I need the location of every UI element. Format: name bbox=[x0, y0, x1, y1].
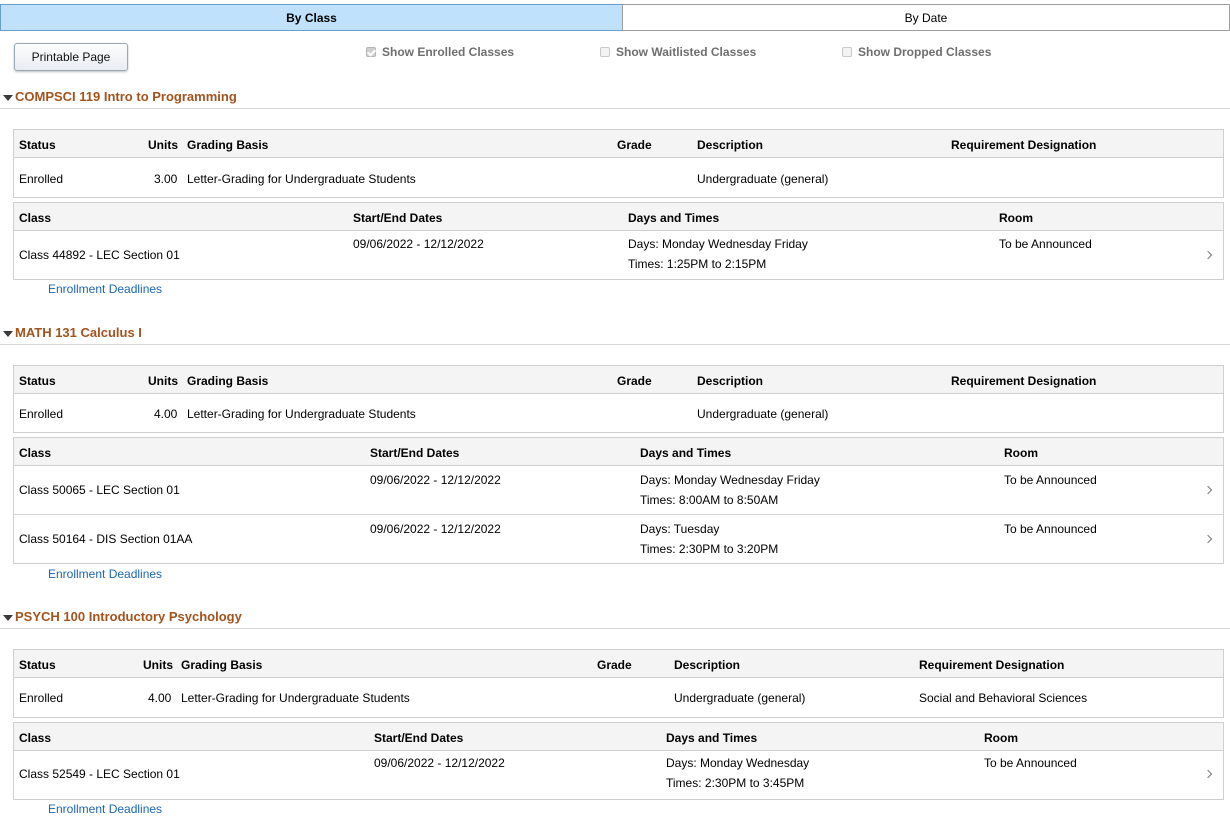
view-tabs bbox=[0, 4, 1230, 32]
times-value: Times: 1:25PM to 2:15PM bbox=[628, 257, 767, 271]
col-class: Class bbox=[19, 211, 52, 225]
chevron-right-icon[interactable] bbox=[1204, 486, 1212, 494]
course-header[interactable] bbox=[0, 89, 1230, 109]
col-grading-basis: Grading Basis bbox=[181, 658, 263, 672]
room-value: To be Announced bbox=[1004, 522, 1097, 536]
col-class: Class bbox=[19, 731, 52, 745]
enrollment-grid-header bbox=[14, 366, 1223, 394]
show-dropped-label: Show Dropped Classes bbox=[858, 45, 992, 59]
dates-value: 09/06/2022 - 12/12/2022 bbox=[353, 237, 484, 251]
tab-by-date[interactable]: By Date bbox=[622, 4, 1230, 31]
col-description: Description bbox=[697, 138, 764, 152]
days-value: Days: Monday Wednesday Friday bbox=[628, 237, 808, 251]
requirement-value: Social and Behavioral Sciences bbox=[919, 691, 1088, 705]
grading-basis-value: Letter-Grading for Undergraduate Students bbox=[187, 172, 416, 186]
status-value: Enrolled bbox=[19, 691, 64, 705]
enrollment-grid bbox=[13, 649, 1224, 718]
col-room: Room bbox=[999, 211, 1033, 225]
col-days-times: Days and Times bbox=[640, 446, 732, 460]
class-value: Class 50164 - DIS Section 01AA bbox=[19, 532, 193, 546]
section-row[interactable] bbox=[14, 466, 1223, 515]
show-enrolled-label: Show Enrolled Classes bbox=[382, 45, 515, 59]
course-header[interactable] bbox=[0, 609, 1230, 629]
schedule-grid bbox=[13, 202, 1224, 280]
grading-basis-value: Letter-Grading for Undergraduate Students bbox=[181, 691, 410, 705]
col-requirement: Requirement Designation bbox=[919, 658, 1065, 672]
col-units: Units bbox=[143, 658, 173, 672]
collapse-triangle-icon[interactable] bbox=[3, 615, 13, 621]
show-dropped-checkbox[interactable] bbox=[842, 47, 852, 57]
section-row[interactable] bbox=[14, 515, 1223, 563]
course-title: COMPSCI 119 Intro to Programming bbox=[15, 89, 237, 104]
enrollment-grid bbox=[13, 129, 1224, 198]
show-waitlisted-filter[interactable] bbox=[600, 45, 756, 59]
col-dates: Start/End Dates bbox=[370, 446, 460, 460]
col-requirement: Requirement Designation bbox=[951, 138, 1097, 152]
show-waitlisted-label: Show Waitlisted Classes bbox=[616, 45, 757, 59]
section-row[interactable] bbox=[14, 231, 1223, 279]
class-value: Class 52549 - LEC Section 01 bbox=[19, 767, 180, 781]
units-value: 4.00 bbox=[148, 691, 172, 705]
col-grade: Grade bbox=[617, 138, 652, 152]
section-row[interactable] bbox=[14, 751, 1223, 799]
schedule-grid-header bbox=[14, 203, 1223, 231]
course-title: PSYCH 100 Introductory Psychology bbox=[15, 609, 242, 624]
col-grade: Grade bbox=[597, 658, 632, 672]
show-enrolled-checkbox[interactable] bbox=[366, 47, 376, 57]
dates-value: 09/06/2022 - 12/12/2022 bbox=[374, 756, 505, 770]
collapse-triangle-icon[interactable] bbox=[3, 331, 13, 337]
table-row bbox=[14, 394, 1223, 432]
divider bbox=[0, 344, 1230, 345]
schedule-grid bbox=[13, 437, 1224, 564]
room-value: To be Announced bbox=[999, 237, 1092, 251]
show-dropped-filter[interactable] bbox=[842, 45, 991, 59]
printable-page-button[interactable]: Printable Page bbox=[14, 43, 128, 71]
col-requirement: Requirement Designation bbox=[951, 374, 1097, 388]
days-value: Days: Monday Wednesday Friday bbox=[640, 473, 820, 487]
col-grading-basis: Grading Basis bbox=[187, 374, 269, 388]
chevron-right-icon[interactable] bbox=[1204, 770, 1212, 778]
description-value: Undergraduate (general) bbox=[697, 407, 829, 421]
days-value: Days: Tuesday bbox=[640, 522, 720, 536]
days-value: Days: Monday Wednesday bbox=[666, 756, 810, 770]
collapse-triangle-icon[interactable] bbox=[3, 95, 13, 101]
enrollment-deadlines-link[interactable]: Enrollment Deadlines bbox=[48, 567, 163, 581]
chevron-right-icon[interactable] bbox=[1204, 251, 1212, 259]
enrollment-grid-header bbox=[14, 130, 1223, 158]
chevron-right-icon[interactable] bbox=[1204, 535, 1212, 543]
enrollment-grid-header bbox=[14, 650, 1223, 678]
room-value: To be Announced bbox=[984, 756, 1077, 770]
grading-basis-value: Letter-Grading for Undergraduate Students bbox=[187, 407, 416, 421]
col-grade: Grade bbox=[617, 374, 652, 388]
table-row bbox=[14, 678, 1223, 717]
col-days-times: Days and Times bbox=[628, 211, 720, 225]
description-value: Undergraduate (general) bbox=[697, 172, 829, 186]
col-units: Units bbox=[148, 374, 178, 388]
dates-value: 09/06/2022 - 12/12/2022 bbox=[370, 522, 501, 536]
course-title: MATH 131 Calculus I bbox=[15, 325, 142, 340]
units-value: 4.00 bbox=[154, 407, 178, 421]
col-status: Status bbox=[19, 138, 56, 152]
table-row bbox=[14, 158, 1223, 197]
col-status: Status bbox=[19, 374, 56, 388]
enrollment-deadlines-link[interactable]: Enrollment Deadlines bbox=[48, 802, 163, 816]
col-class: Class bbox=[19, 446, 52, 460]
status-value: Enrolled bbox=[19, 407, 64, 421]
col-dates: Start/End Dates bbox=[374, 731, 464, 745]
tab-by-class[interactable]: By Class bbox=[0, 4, 623, 31]
divider bbox=[0, 628, 1230, 629]
col-room: Room bbox=[1004, 446, 1038, 460]
class-value: Class 50065 - LEC Section 01 bbox=[19, 483, 180, 497]
schedule-grid-header bbox=[14, 438, 1223, 466]
show-waitlisted-checkbox[interactable] bbox=[600, 47, 610, 57]
times-value: Times: 2:30PM to 3:45PM bbox=[666, 776, 805, 790]
enrollment-grid bbox=[13, 365, 1224, 433]
col-units: Units bbox=[148, 138, 178, 152]
col-room: Room bbox=[984, 731, 1018, 745]
status-value: Enrolled bbox=[19, 172, 64, 186]
dates-value: 09/06/2022 - 12/12/2022 bbox=[370, 473, 501, 487]
times-value: Times: 2:30PM to 3:20PM bbox=[640, 542, 779, 556]
course-header[interactable] bbox=[0, 325, 1230, 345]
times-value: Times: 8:00AM to 8:50AM bbox=[640, 493, 779, 507]
units-value: 3.00 bbox=[154, 172, 178, 186]
col-description: Description bbox=[697, 374, 764, 388]
description-value: Undergraduate (general) bbox=[674, 691, 806, 705]
divider bbox=[0, 108, 1230, 109]
col-days-times: Days and Times bbox=[666, 731, 758, 745]
col-grading-basis: Grading Basis bbox=[187, 138, 269, 152]
schedule-grid bbox=[13, 722, 1224, 800]
schedule-grid-header bbox=[14, 723, 1223, 751]
col-status: Status bbox=[19, 658, 56, 672]
class-value: Class 44892 - LEC Section 01 bbox=[19, 248, 180, 262]
col-description: Description bbox=[674, 658, 741, 672]
col-dates: Start/End Dates bbox=[353, 211, 443, 225]
enrollment-deadlines-link[interactable]: Enrollment Deadlines bbox=[48, 282, 163, 296]
show-enrolled-filter[interactable] bbox=[366, 45, 514, 59]
room-value: To be Announced bbox=[1004, 473, 1097, 487]
